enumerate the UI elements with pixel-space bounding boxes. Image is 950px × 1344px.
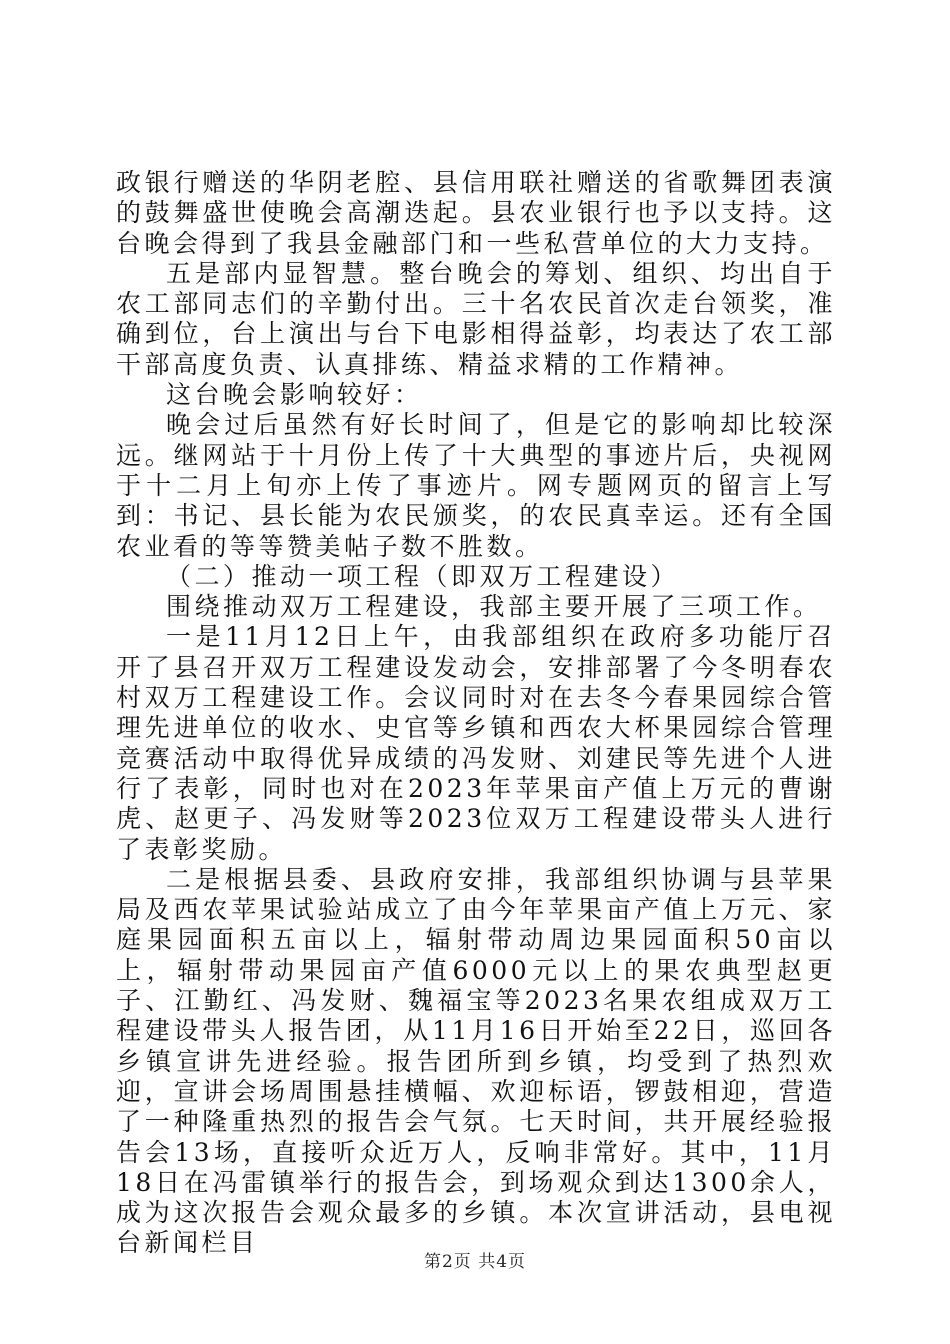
paragraph-continuation: 政银行赠送的华阴老腔、县信用联社赠送的省歌舞团表演的鼓舞盛世使晚会高潮迭起。县农业银行也予以支持。这台晚会得到了我县金融部门和一些私营单位的大力支持。 <box>116 168 836 258</box>
paragraph-item-two: 二是根据县委、县政府安排，我部组织协调与县苹果局及西农苹果试验站成立了由今年苹果亩产值上万元、家庭果园面积五亩以上，辐射带动周边果园面积50亩以上，辐射带动果园亩产值6000元以上的果农典型赵更子、江勤红、冯发财、魏福宝等2023名果农组成双万工程建设带头人报告团，从11月16日开始至22日，巡回各乡镇宣讲先进经验。报告团所到乡镇，均受到了热烈欢迎，宣讲会场周围悬挂横幅、欢迎标语，锣鼓相迎，营造了一种隆重热烈的报告会气氛。七天时间，共开展经验报告会13场，直接听众近万人，反响非常好。其中，11月18日在冯雷镇举行的报告会，到场观众到达1300余人，成为这次报告会观众最多的乡镇。本次宣讲活动，县电视台新闻栏目 <box>116 864 837 1258</box>
paragraph-impact-heading: 这台晚会影响较好： <box>166 380 423 410</box>
document-body <box>116 168 836 1259</box>
paragraph-section-intro: 围绕推动双万工程建设，我部主要开展了三项工作。 <box>166 592 822 622</box>
paragraph-point-five: 五是部内显智慧。整台晚会的筹划、组织、均出自于农工部同志们的辛勤付出。三十名农民首次走台领奖，准确到位，台上演出与台下电影相得益彰，均表达了农工部干部高度负责、认真排练、精益求精的工作精神。 <box>116 258 836 379</box>
paragraph-impact-detail: 晚会过后虽然有好长时间了，但是它的影响却比较深远。继网站于十月份上传了十大典型的事迹片后，央视网于十二月上旬亦上传了事迹片。网专题网页的留言上写到：书记、县长能为农民颁奖，的农民真幸运。还有全国农业看的等等赞美帖子数不胜数。 <box>116 410 836 561</box>
section-heading-two: （二）推动一项工程（即双万工程建设） <box>166 561 680 591</box>
page-number-footer: 第2页 共4页 <box>423 1252 527 1272</box>
paragraph-item-one: 一是11月12日上午，由我部组织在政府多功能厅召开了县召开双万工程建设发动会，安排部署了今冬明春农村双万工程建设工作。会议同时对在去冬今春果园综合管理先进单位的收水、史官等乡镇和西农大杯果园综合管理竞赛活动中取得优异成绩的冯发财、刘建民等先进个人进行了表彰，同时也对在2023年苹果亩产值上万元的曹谢虎、赵更子、冯发财等2023位双万工程建设带头人进行了表彰奖励。 <box>116 622 836 864</box>
